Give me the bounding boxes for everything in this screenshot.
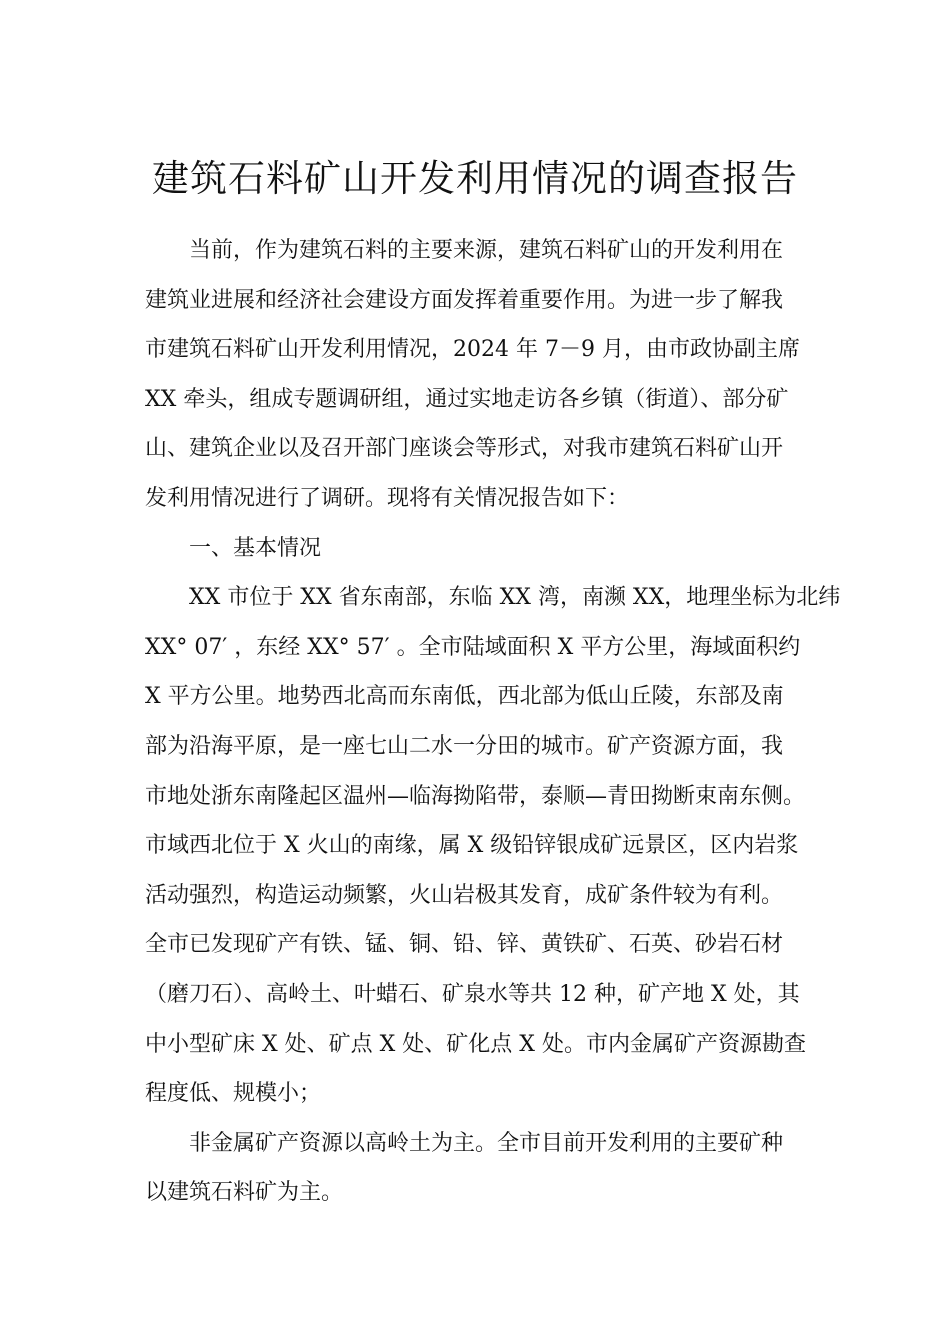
paragraph-line: XX 市位于 XX 省东南部，东临 XX 湾，南濒 XX，地理坐标为北纬 <box>189 585 841 611</box>
paragraph-line: 全市已发现矿产有铁、锰、铜、铅、锌、黄铁矿、石英、砂岩石材 <box>145 932 784 958</box>
paragraph-line: 中小型矿床 X 处、矿点 X 处、矿化点 X 处。市内金属矿产资源勘查 <box>145 1031 806 1057</box>
paragraph-line: X 平方公里。地势西北高而东南低，西北部为低山丘陵，东部及南 <box>145 684 784 710</box>
paragraph-line: 市建筑石料矿山开发利用情况，2024 年 7－9 月，由市政协副主席 <box>145 337 800 363</box>
paragraph-line: 活动强烈，构造运动频繁，火山岩极其发育，成矿条件较为有利。 <box>145 882 784 908</box>
paragraph-line: 山、建筑企业以及召开部门座谈会等形式，对我市建筑石料矿山开 <box>145 436 784 462</box>
paragraph-line: XX 牵头，组成专题调研组，通过实地走访各乡镇（街道）、部分矿 <box>145 386 789 412</box>
document-title: 建筑石料矿山开发利用情况的调查报告 <box>152 156 798 200</box>
paragraph-line: 以建筑石料矿为主。 <box>145 1180 344 1206</box>
section-heading: 一、基本情况 <box>189 535 322 561</box>
paragraph-line: 市域西北位于 X 火山的南缘，属 X 级铅锌银成矿远景区，区内岩浆 <box>145 833 799 859</box>
paragraph-line: 程度低、规模小； <box>145 1081 322 1107</box>
paragraph-line: 非金属矿产资源以高岭土为主。全市目前开发利用的主要矿种 <box>189 1130 784 1156</box>
document-body <box>145 226 841 1218</box>
paragraph-line: （磨刀石）、高岭土、叶蜡石、矿泉水等共 12 种，矿产地 X 处，其 <box>145 981 800 1007</box>
paragraph-line: 发利用情况进行了调研。现将有关情况报告如下： <box>145 485 630 511</box>
paragraph-line: XX° 07′ ，东经 XX° 57′ 。全市陆域面积 X 平方公里，海域面积约 <box>145 634 801 660</box>
paragraph-line: 市地处浙东南隆起区温州—临海拗陷带，泰顺—青田拗断束南东侧。 <box>145 783 806 809</box>
paragraph-line: 建筑业进展和经济社会建设方面发挥着重要作用。为进一步了解我 <box>145 287 784 313</box>
paragraph-line: 部为沿海平原，是一座七山二水一分田的城市。矿产资源方面，我 <box>145 733 784 759</box>
paragraph-line: 当前，作为建筑石料的主要来源，建筑石料矿山的开发利用在 <box>189 238 784 263</box>
